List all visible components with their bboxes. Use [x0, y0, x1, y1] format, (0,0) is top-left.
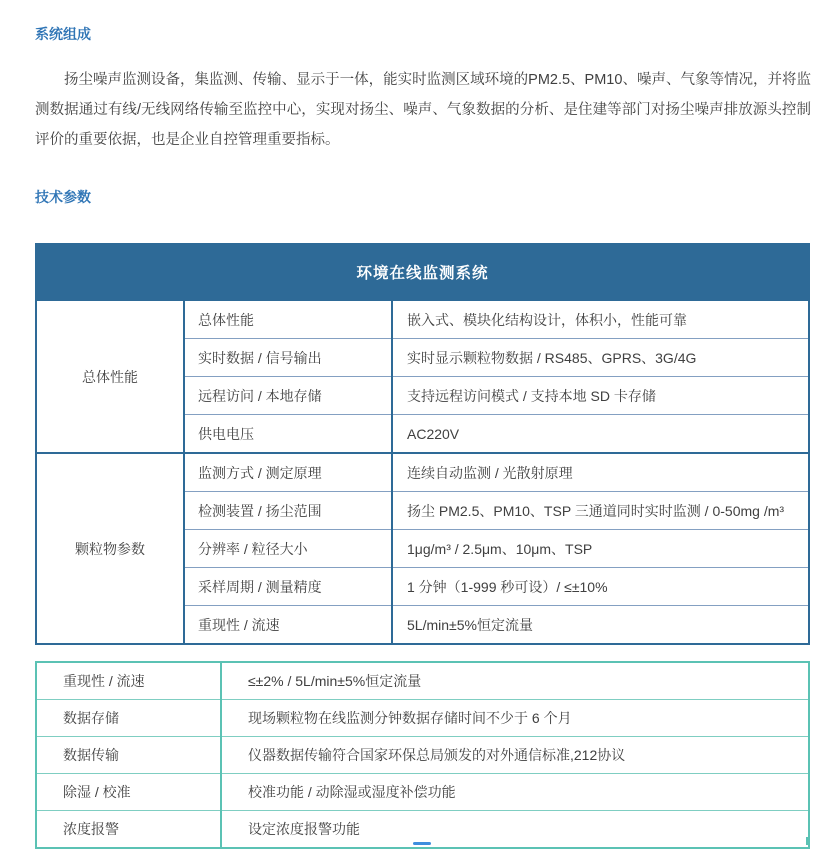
intro-paragraph: 扬尘噪声监测设备，集监测、传输、显示于一体，能实时监测区域环境的PM2.5、PM10、噪声、气象等情况，并将监测数据通过有线/无线网络传输至监控中心，实现对扬尘、噪声、气象数据的分析、是住建等部门对扬尘噪声排放源头控制评价的重要依据，也是企业自控管理重要指标。: [35, 71, 811, 148]
spec-value: 嵌入式、模块化结构设计，体积小，性能可靠: [392, 300, 809, 339]
feature-value: ≤±2% / 5L/min±5%恒定流量: [221, 662, 809, 700]
feature-label: 除湿 / 校准: [36, 774, 221, 811]
row-group-particulate-parameters: 颗粒物参数: [36, 453, 184, 644]
table-row: [36, 737, 809, 774]
table-row: [36, 662, 809, 700]
spec-label: 远程访问 / 本地存储: [184, 377, 392, 415]
table-row: [36, 774, 809, 811]
spec-value: 1μg/m³ / 2.5μm、10μm、TSP: [392, 530, 809, 568]
spec-label: 检测装置 / 扬尘范围: [184, 492, 392, 530]
environment-monitoring-spec-table: [35, 243, 810, 645]
spec-value: 支持远程访问模式 / 支持本地 SD 卡存储: [392, 377, 809, 415]
spec-value: 1 分钟（1-999 秒可设）/ ≤±10%: [392, 568, 809, 606]
spec-label: 监测方式 / 测定原理: [184, 453, 392, 492]
spec-table-title: 环境在线监测系统: [36, 244, 809, 300]
section-heading-system-composition: 系统组成: [35, 25, 91, 42]
cutoff-column-separator: [220, 837, 222, 845]
table-row: [36, 700, 809, 737]
spec-value: 实时显示颗粒物数据 / RS485、GPRS、3G/4G: [392, 339, 809, 377]
feature-table-container: [35, 661, 810, 849]
feature-table: [35, 661, 810, 849]
row-group-overall-performance: 总体性能: [36, 300, 184, 453]
feature-value: 现场颗粒物在线监测分钟数据存储时间不少于 6 个月: [221, 700, 809, 737]
feature-label: 浓度报警: [36, 811, 221, 849]
table-row: [36, 453, 809, 492]
feature-value: 校准功能 / 动除湿或湿度补偿功能: [221, 774, 809, 811]
feature-label: 数据传输: [36, 737, 221, 774]
spec-label: 供电电压: [184, 415, 392, 454]
spec-value: 连续自动监测 / 光散射原理: [392, 453, 809, 492]
spec-label: 分辨率 / 粒径大小: [184, 530, 392, 568]
spec-label: 采样周期 / 测量精度: [184, 568, 392, 606]
table-header-row: [36, 244, 809, 300]
feature-value: 设定浓度报警功能: [221, 811, 809, 849]
section-heading-technical-parameters: 技术参数: [35, 188, 91, 205]
table-row: [36, 300, 809, 339]
feature-label: 重现性 / 流速: [36, 662, 221, 700]
cutoff-next-table-row: [35, 837, 808, 845]
spec-label: 实时数据 / 信号输出: [184, 339, 392, 377]
spec-label: 重现性 / 流速: [184, 606, 392, 645]
spec-value: 5L/min±5%恒定流量: [392, 606, 809, 645]
spec-table-container: [35, 243, 810, 645]
spec-value: 扬尘 PM2.5、PM10、TSP 三通道同时实时监测 / 0-50mg /m³: [392, 492, 809, 530]
feature-value: 仪器数据传输符合国家环保总局颁发的对外通信标准,212协议: [221, 737, 809, 774]
feature-label: 数据存储: [36, 700, 221, 737]
spec-value: AC220V: [392, 415, 809, 454]
spec-label: 总体性能: [184, 300, 392, 339]
